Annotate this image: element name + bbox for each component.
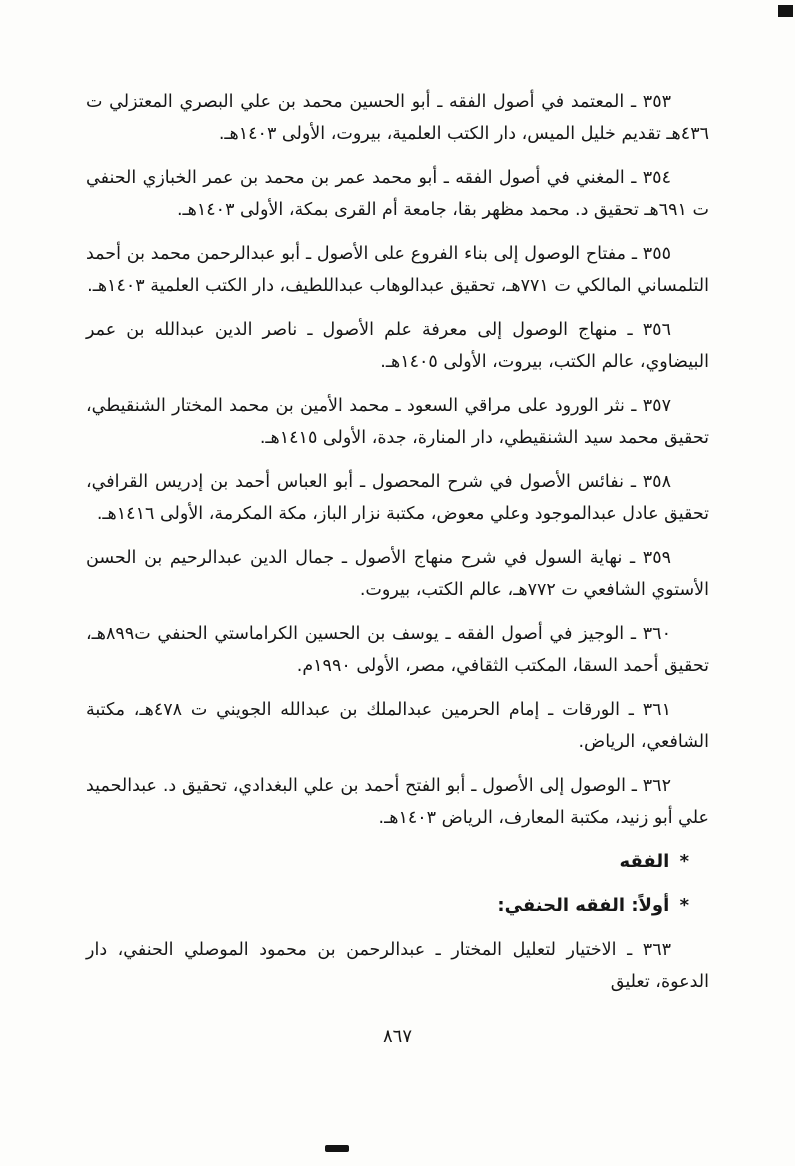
bibliography-entry (86, 466, 709, 530)
entry-text: نثر الورود على مراقي السعود ـ محمد الأمين بن محمد المختار الشنقيطي، تحقيق محمد سيد الشنقيطي، دار المنارة، جدة، الأولى ١٤١٥هـ. (86, 396, 709, 448)
scan-artifact-top-right (778, 5, 793, 17)
entry-number: ٣٥٤ (642, 168, 671, 188)
entry-number: ٣٦٠ (642, 624, 671, 644)
entry-number: ٣٦٢ (642, 776, 671, 796)
entry-separator: ـ (631, 396, 637, 416)
entry-separator: ـ (628, 700, 634, 720)
section-heading-hanafi-fiqh (86, 890, 709, 922)
bibliography-entry (86, 618, 709, 682)
bibliography-content (86, 86, 709, 1010)
asterisk-icon: * (679, 895, 689, 916)
bibliography-entry (86, 934, 709, 998)
page-number: ٨٦٧ (382, 1026, 412, 1047)
entry-text: مفتاح الوصول إلى بناء الفروع على الأصول ـ أبو عبدالرحمن محمد بن أحمد التلمساني المالكي ت ٧٧١هـ، تحقيق عبدالوهاب عبداللطيف، دار الكتب العلمية ١٤٠٣هـ. (86, 244, 709, 296)
section-heading-label: أولاً: الفقه الحنفي: (497, 895, 670, 916)
entry-text: نهاية السول في شرح منهاج الأصول ـ جمال الدين عبدالرحيم بن الحسن الأستوي الشافعي ت ٧٧٢هـ، عالم الكتب، بيروت. (86, 548, 709, 600)
bibliography-entry (86, 694, 709, 758)
scan-artifact-bottom (325, 1145, 349, 1152)
entry-text: الورقات ـ إمام الحرمين عبدالملك بن عبدالله الجويني ت ٤٧٨هـ، مكتبة الشافعي، الرياض. (86, 700, 709, 752)
asterisk-icon: * (679, 851, 689, 872)
entry-number: ٣٥٧ (642, 396, 671, 416)
entry-text: المغني في أصول الفقه ـ أبو محمد عمر بن محمد بن عمر الخبازي الحنفي ت ٦٩١هـ تحقيق د. محمد مظهر بقا، جامعة أم القرى بمكة، الأولى ١٤٠٣هـ. (86, 168, 709, 220)
section-heading-fiqh (86, 846, 709, 878)
section-heading-label: الفقه (619, 851, 670, 872)
bibliography-entry (86, 770, 709, 834)
bibliography-entry (86, 238, 709, 302)
entry-number: ٣٥٣ (642, 92, 671, 112)
entry-separator: ـ (630, 92, 637, 112)
bibliography-entry (86, 162, 709, 226)
entry-text: منهاج الوصول إلى معرفة علم الأصول ـ ناصر الدين عبدالله بن عمر البيضاوي، عالم الكتب، بيروت، الأولى ١٤٠٥هـ. (86, 320, 709, 372)
entry-separator: ـ (630, 548, 636, 568)
entry-text: الاختيار لتعليل المختار ـ عبدالرحمن بن محمود الموصلي الحنفي، دار الدعوة، تعليق (86, 940, 709, 992)
entry-separator: ـ (630, 472, 636, 492)
bibliography-entry (86, 314, 709, 378)
entry-text: نفائس الأصول في شرح المحصول ـ أبو العباس أحمد بن إدريس القرافي، تحقيق عادل عبدالموجود وعلي معوض، مكتبة نزار الباز، مكة المكرمة، الأولى ١٤١٦هـ. (86, 472, 709, 524)
entry-number: ٣٦٣ (642, 940, 671, 960)
entry-separator: ـ (631, 168, 637, 188)
bibliography-entry (86, 86, 709, 150)
bibliography-entry (86, 390, 709, 454)
entry-number: ٣٦١ (642, 700, 671, 720)
entry-separator: ـ (631, 244, 637, 264)
entry-number: ٣٥٨ (642, 472, 671, 492)
entry-separator: ـ (631, 776, 637, 796)
entry-text: المعتمد في أصول الفقه ـ أبو الحسين محمد بن علي البصري المعتزلي ت ٤٣٦هـ تقديم خليل الميس، دار الكتب العلمية، بيروت، الأولى ١٤٠٣هـ. (86, 92, 709, 144)
entry-number: ٣٥٥ (642, 244, 671, 264)
entry-separator: ـ (627, 320, 633, 340)
entry-text: الوجيز في أصول الفقه ـ يوسف بن الحسين الكراماستي الحنفي ت٨٩٩هـ، تحقيق أحمد السقا، المكتب الثقافي، مصر، الأولى ١٩٩٠م. (86, 624, 709, 676)
entry-text: الوصول إلى الأصول ـ أبو الفتح أحمد بن علي البغدادي، تحقيق د. عبدالحميد علي أبو زنيد، مكتبة المعارف، الرياض ١٤٠٣هـ. (86, 776, 709, 828)
entry-separator: ـ (630, 624, 637, 644)
entry-separator: ـ (627, 940, 633, 960)
bibliography-entry (86, 542, 709, 606)
entry-number: ٣٥٦ (642, 320, 671, 340)
entry-number: ٣٥٩ (642, 548, 671, 568)
